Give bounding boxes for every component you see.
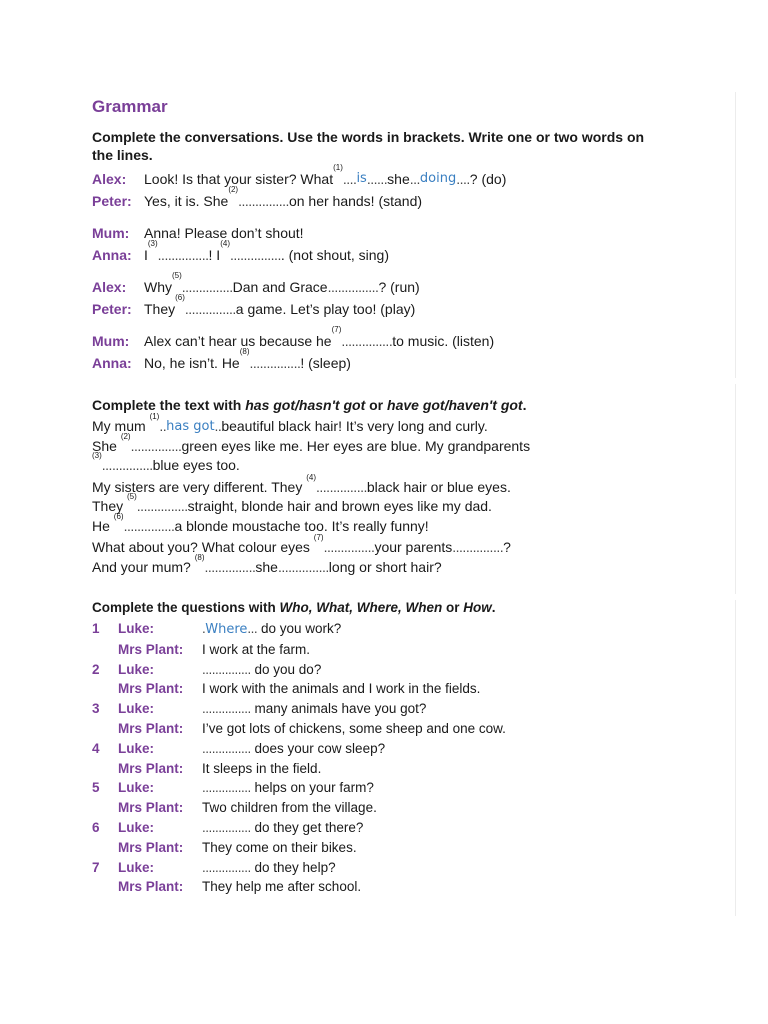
- answer-blank[interactable]: ...............: [181, 279, 233, 295]
- question-row: 4 Luke: ............... does your cow sleep?: [92, 739, 732, 759]
- answer-blank[interactable]: ...............: [204, 558, 256, 575]
- paragraph-1: My mum (1) .. has got .. beautiful black hair! It’s very long and curly. She (2) ............... green eyes like me. Her eyes are blue. My grandparents (3) ............... blue eyes too.: [92, 417, 732, 476]
- conversation-3: [92, 271, 732, 320]
- reply-row: Mrs Plant: I work at the farm.: [92, 640, 732, 660]
- conversation-1: [92, 163, 732, 212]
- answer-blank[interactable]: ...............: [202, 701, 251, 717]
- conversation-line: Alex: Why (5) ............... Dan and Grace ............... ? (run): [92, 276, 732, 298]
- speaker-label: Mrs Plant:: [118, 681, 184, 697]
- question-number: 4: [92, 740, 100, 756]
- page-edge-bottom: [735, 600, 736, 916]
- speaker-label: Anna:: [92, 355, 132, 371]
- speaker-label: Mrs Plant:: [118, 879, 184, 895]
- blank-number: (1): [149, 412, 160, 421]
- section-questions: [92, 599, 732, 897]
- conversation-line: Anna: I (3) ............... ! I (4) ............... . (not shout, sing): [92, 244, 732, 266]
- question-row: 1 Luke: .Where... do you work?: [92, 619, 732, 640]
- questions-instruction: Complete the questions with Who, What, Where, When or How.: [92, 600, 496, 615]
- conversations-instruction: Complete the conversations. Use the words in brackets. Write one or two words on the lines.: [92, 129, 645, 163]
- page-edge-middle: [735, 384, 736, 594]
- speaker-label: Mrs Plant:: [118, 760, 184, 776]
- question-number: 3: [92, 701, 100, 717]
- section-has-got: [92, 396, 732, 577]
- blank-number: (6): [113, 511, 124, 521]
- speaker-label: Luke:: [118, 661, 155, 677]
- answer-blank[interactable]: ...............: [202, 661, 251, 677]
- blank-number: (3): [147, 239, 158, 248]
- handwritten-answer[interactable]: doing: [419, 171, 457, 186]
- speaker-label: Luke:: [118, 740, 155, 756]
- blank-number: (3): [92, 451, 102, 460]
- answer-blank[interactable]: ...............: [157, 247, 209, 263]
- reply-row: Mrs Plant: I’ve got lots of chickens, some sheep and one cow.: [92, 719, 732, 739]
- reply-row: Mrs Plant: I work with the animals and I work in the fields.: [92, 679, 732, 699]
- blank-number: (8): [194, 552, 205, 562]
- question-number: 6: [92, 819, 100, 835]
- answer-blank[interactable]: ...............: [101, 457, 153, 473]
- reply-row: Mrs Plant: Two children from the village.: [92, 798, 732, 818]
- speaker-label: Alex:: [92, 279, 127, 295]
- blank-number: (1): [333, 163, 343, 172]
- answer-blank[interactable]: ...............: [202, 780, 251, 796]
- answer-blank[interactable]: ...............: [323, 539, 375, 555]
- speaker-label: Luke:: [118, 621, 155, 636]
- answer-blank[interactable]: ...............: [277, 558, 329, 575]
- answer-blank[interactable]: ...............: [202, 859, 251, 875]
- speaker-label: Luke:: [118, 819, 155, 835]
- conversation-4: [92, 325, 732, 374]
- answer-blank[interactable]: ...............: [238, 193, 289, 209]
- question-number: 1: [92, 621, 100, 636]
- speaker-label: Alex:: [92, 171, 127, 187]
- question-row: 6 Luke: ............... do they get there?: [92, 818, 732, 838]
- speaker-label: Mum:: [92, 333, 130, 349]
- question-list: [92, 619, 732, 897]
- handwritten-answer[interactable]: Where: [205, 622, 248, 637]
- paragraph-3: What about you? What colour eyes (7) ............... your parents ............... ? And your mum? (8) ............... she ............... long or short hair?: [92, 538, 732, 577]
- blank-number: (2): [120, 431, 131, 441]
- conversation-line: Peter: Yes, it is. She (2) ............... on her hands! (stand): [92, 190, 732, 212]
- speaker-label: Mrs Plant:: [118, 641, 184, 657]
- reply-row: Mrs Plant: They help me after school.: [92, 877, 732, 897]
- answer-blank[interactable]: ...............: [136, 498, 188, 514]
- speaker-label: Peter:: [92, 193, 132, 209]
- conversation-line: Alex: Look! Is that your sister? What (1) .... is ...... she ... doing .... ? (do): [92, 168, 732, 190]
- question-row: 3 Luke: ............... many animals have you got?: [92, 699, 732, 719]
- blank-number: (6): [175, 293, 185, 302]
- speaker-label: Luke:: [118, 701, 155, 717]
- answer-blank[interactable]: ...............: [452, 539, 504, 555]
- answer-blank[interactable]: ...............: [202, 819, 251, 835]
- conversation-line: Peter: They (6) ............... a game. Let’s play too! (play): [92, 298, 732, 320]
- speaker-label: Luke:: [118, 859, 155, 875]
- speaker-label: Anna:: [92, 247, 132, 263]
- has-got-instruction: Complete the text with has got/hasn't got or have got/haven't got.: [92, 397, 527, 413]
- answer-blank[interactable]: ...............: [341, 333, 393, 349]
- answer-blank[interactable]: ...............: [184, 301, 236, 317]
- reply-row: Mrs Plant: They come on their bikes.: [92, 838, 732, 858]
- answer-blank[interactable]: ...............: [130, 437, 182, 454]
- question-number: 5: [92, 780, 100, 796]
- blank-number: (7): [331, 325, 342, 334]
- section-conversations: [92, 96, 732, 374]
- speaker-label: Luke:: [118, 780, 155, 796]
- worksheet: [92, 96, 732, 897]
- conversation-line: Mum: Anna! Please don’t shout!: [92, 222, 732, 244]
- handwritten-answer[interactable]: is: [356, 171, 367, 186]
- answer-blank[interactable]: ...............: [202, 740, 251, 756]
- blank-number: (5): [127, 492, 137, 501]
- page-edge-top: [735, 92, 736, 378]
- speaker-label: Mrs Plant:: [118, 720, 184, 736]
- question-row: 2 Luke: ............... do you do?: [92, 660, 732, 680]
- conversation-2: [92, 222, 732, 266]
- question-row: 5 Luke: ............... helps on your farm?: [92, 778, 732, 798]
- paragraph-2: My sisters are very different. They (4) ............... black hair or blue eyes. They (5) ............... straight, blonde hair and brown eyes like my dad. He (6) ............... a blonde moustache too. It’s really funny!: [92, 478, 732, 537]
- speaker-label: Mum:: [92, 225, 130, 241]
- question-number: 2: [92, 661, 100, 677]
- speaker-label: Mrs Plant:: [118, 800, 184, 816]
- blank-number: (5): [172, 271, 182, 280]
- handwritten-answer[interactable]: has got: [166, 419, 215, 434]
- conversation-line: Mum: Alex can’t hear us because he (7) ............... to music. (listen): [92, 330, 732, 352]
- speaker-label: Mrs Plant:: [118, 839, 184, 855]
- answer-blank[interactable]: ...............: [249, 355, 301, 371]
- reply-row: Mrs Plant: It sleeps in the field.: [92, 759, 732, 779]
- blank-number: (4): [220, 239, 230, 248]
- question-row: 7 Luke: ............... do they help?: [92, 858, 732, 878]
- conversation-line: Anna: No, he isn’t. He (8) ............... ! (sleep): [92, 352, 732, 374]
- speaker-label: Peter:: [92, 301, 132, 317]
- answer-blank[interactable]: ...............: [327, 279, 379, 295]
- answer-blank[interactable]: ...............: [316, 478, 367, 495]
- blank-number: (4): [306, 472, 317, 482]
- grammar-heading: Grammar: [92, 97, 168, 116]
- blank-number: (2): [228, 185, 239, 194]
- answer-blank[interactable]: ...............: [123, 517, 175, 534]
- blank-number: (8): [239, 347, 250, 356]
- answer-blank[interactable]: ...............: [229, 247, 281, 263]
- blank-number: (7): [313, 533, 324, 542]
- question-number: 7: [92, 859, 100, 875]
